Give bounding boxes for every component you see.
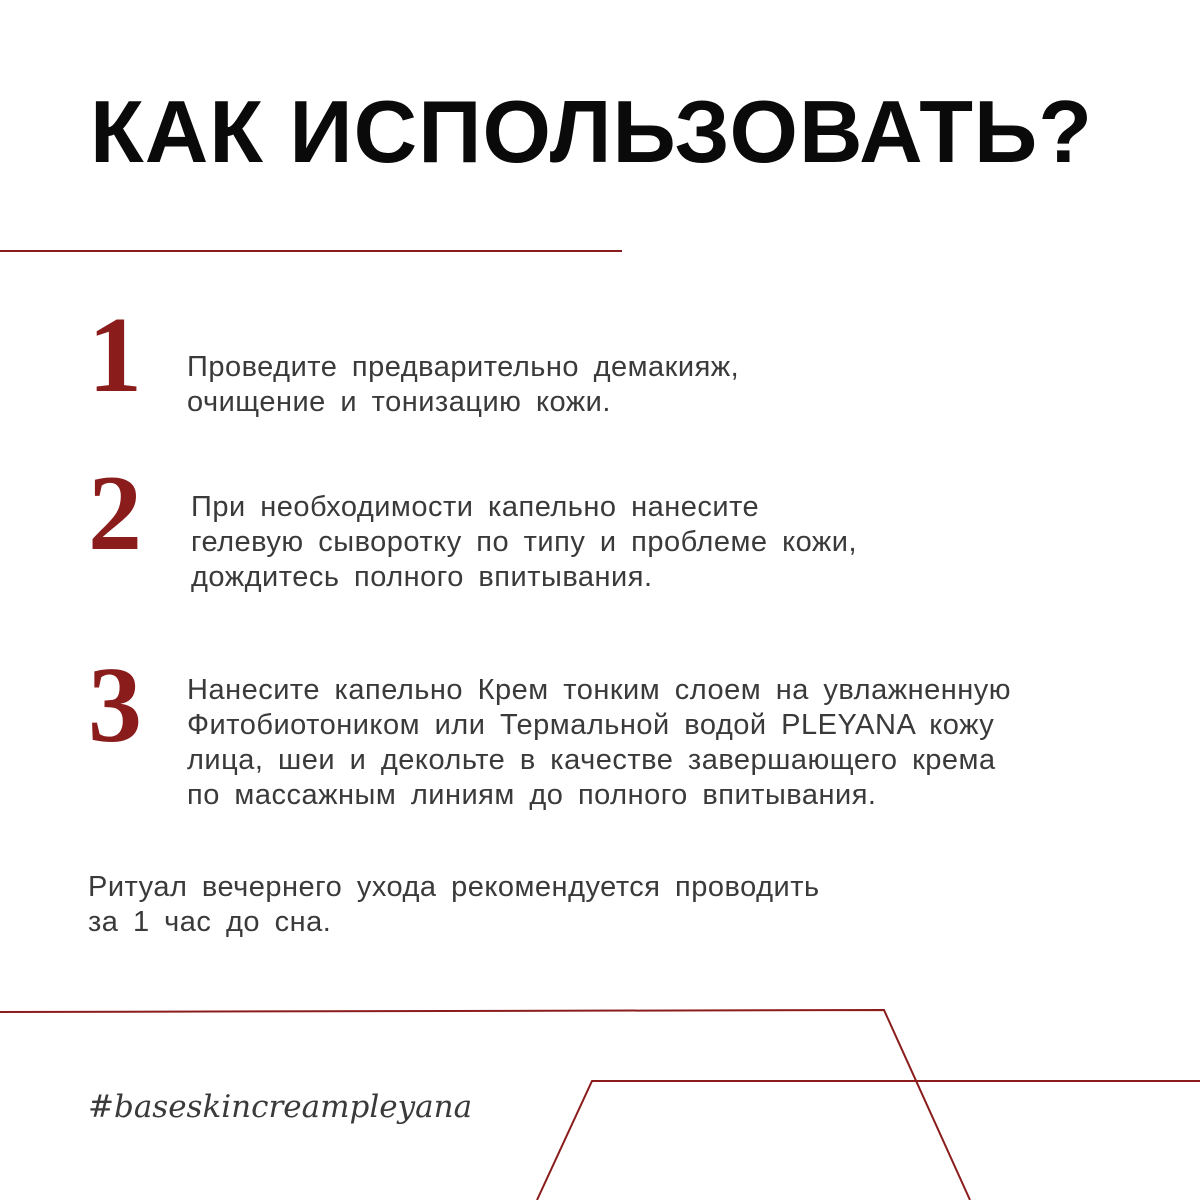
- step-2-line-3: дождитесь полного впитывания.: [191, 561, 653, 593]
- step-2-line-2: гелевую сыворотку по типу и проблеме кожи,: [191, 526, 858, 558]
- ritual-note-line-1: Ритуал вечернего ухода рекомендуется проводить: [88, 871, 820, 903]
- step-3-line-4: по массажным линиям до полного впитывания.: [187, 779, 877, 811]
- step-1-line-1: Проведите предварительно демакияж,: [187, 351, 740, 383]
- step-3-line-3: лица, шеи и декольте в качестве завершающего крема: [187, 744, 996, 776]
- step-3-line-1: Нанесите капельно Крем тонким слоем на увлажненную: [187, 674, 1012, 706]
- step-2-text: [191, 490, 857, 595]
- step-2-line-1: При необходимости капельно нанесите: [191, 491, 760, 523]
- step-1-text: [187, 350, 739, 420]
- step-1-line-2: очищение и тонизацию кожи.: [187, 386, 611, 418]
- hashtag: #baseskincreampleyana: [88, 1089, 473, 1125]
- step-2-number: 2: [88, 454, 142, 573]
- bottom-trapezoid-line: [537, 1081, 1200, 1200]
- step-3-text: [187, 673, 1011, 813]
- ritual-note-line-2: за 1 час до сна.: [88, 906, 332, 938]
- page-title: КАК ИСПОЛЬЗОВАТЬ?: [90, 82, 1094, 181]
- step-3-number: 3: [88, 646, 142, 765]
- step-3-line-2: Фитобиотоником или Термальной водой PLEYANA кожу: [187, 709, 995, 741]
- ritual-note: [88, 870, 820, 940]
- step-1-number: 1: [88, 296, 142, 415]
